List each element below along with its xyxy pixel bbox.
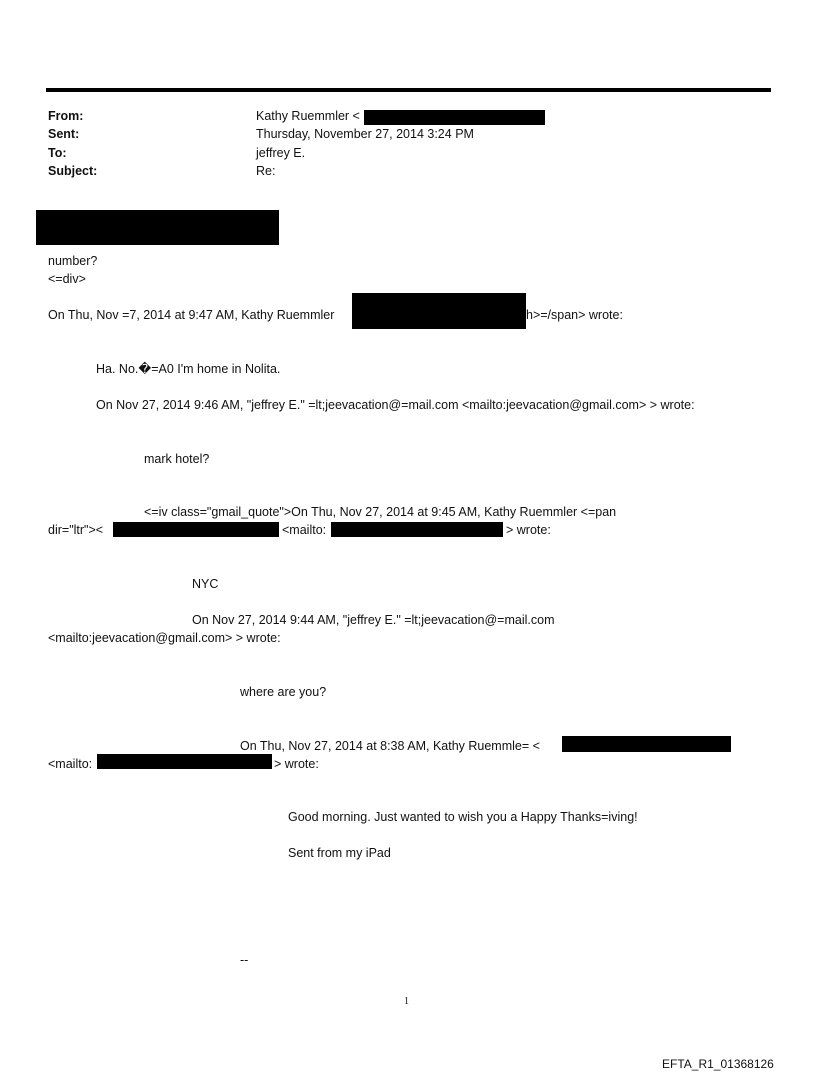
redaction-quote3-email bbox=[331, 522, 503, 537]
quote3-mailto: <mailto: bbox=[282, 523, 327, 537]
quote4-line1: On Nov 27, 2014 9:44 AM, "jeffrey E." =lt;jeevacation@=mail.com bbox=[192, 613, 555, 627]
sent-from: Sent from my iPad bbox=[288, 846, 391, 860]
redaction-quote5-mailto bbox=[97, 754, 272, 769]
to-label: To: bbox=[48, 146, 67, 160]
quote1-prefix: On Thu, Nov =7, 2014 at 9:47 AM, Kathy Ruemmler bbox=[48, 308, 335, 322]
sent-label: Sent: bbox=[48, 127, 80, 141]
subject-value: Re: bbox=[256, 164, 276, 178]
from-value: Kathy Ruemmler < bbox=[256, 109, 360, 123]
quote4-line2: <mailto:jeevacation@gmail.com> > wrote: bbox=[48, 631, 281, 645]
mark-hotel: mark hotel? bbox=[144, 452, 210, 466]
from-label: From: bbox=[48, 109, 84, 123]
quote2: On Nov 27, 2014 9:46 AM, "jeffrey E." =lt;jeevacation@=mail.com <mailto:jeevacation@gmail.com> > wrote: bbox=[96, 398, 695, 412]
body-line-number: number? bbox=[48, 254, 98, 268]
good-morning: Good morning. Just wanted to wish you a Happy Thanks=iving! bbox=[288, 810, 638, 824]
subject-label: Subject: bbox=[48, 164, 98, 178]
redaction-quote3-name bbox=[113, 522, 279, 537]
where-are-you: where are you? bbox=[240, 685, 327, 699]
signature-dash: -- bbox=[240, 953, 249, 967]
bates-number: EFTA_R1_01368126 bbox=[662, 1057, 774, 1071]
body-line-div: <=div> bbox=[48, 272, 86, 286]
quote5-line1: On Thu, Nov 27, 2014 at 8:38 AM, Kathy Ruemmle= < bbox=[240, 739, 540, 753]
quote5-mailto: <mailto: bbox=[48, 757, 93, 771]
reply-home: Ha. No.�=A0 I'm home in Nolita. bbox=[96, 362, 281, 376]
quote3-line1: <=iv class="gmail_quote">On Thu, Nov 27, 2014 at 9:45 AM, Kathy Ruemmler <=pan bbox=[144, 505, 617, 519]
redaction-quote5-email bbox=[562, 736, 731, 752]
quote3-wrote: > wrote: bbox=[506, 523, 551, 537]
page-number: 1 bbox=[404, 996, 409, 1007]
redaction-from-email bbox=[364, 110, 545, 125]
quote5-wrote: > wrote: bbox=[274, 757, 319, 771]
redaction-block-top bbox=[36, 210, 279, 245]
quote1-suffix: h>=/span> wrote: bbox=[526, 308, 623, 322]
quote3-dir: dir="ltr">< bbox=[48, 523, 104, 537]
redaction-quote1 bbox=[352, 293, 526, 329]
to-value: jeffrey E. bbox=[256, 146, 306, 160]
nyc: NYC bbox=[192, 577, 219, 591]
sent-value: Thursday, November 27, 2014 3:24 PM bbox=[256, 127, 474, 141]
header-rule bbox=[46, 88, 771, 92]
